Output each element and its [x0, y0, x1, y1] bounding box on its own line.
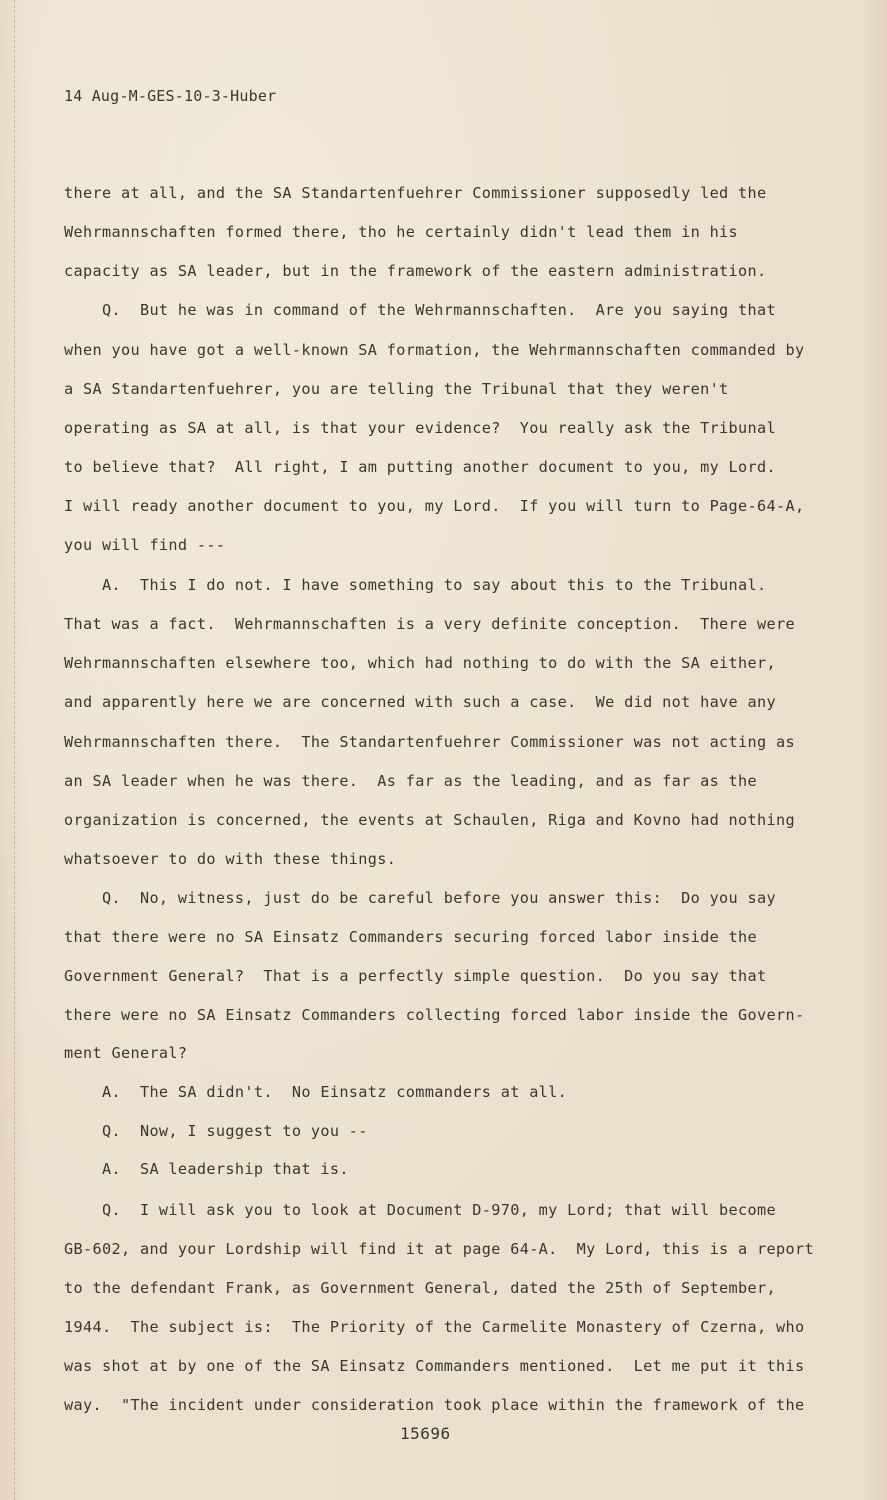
text-line: I will ready another document to you, my Lord. If you will turn to Page-64-A, — [64, 497, 805, 515]
text-line: to the defendant Frank, as Government General, dated the 25th of September, — [64, 1279, 777, 1297]
text-line: Q. I will ask you to look at Document D-970, my Lord; that will become — [64, 1201, 777, 1219]
text-line: A. SA leadership that is. — [64, 1160, 349, 1178]
document-reference: 14 Aug-M-GES-10-3-Huber — [64, 87, 277, 105]
text-line: ment General? — [64, 1044, 188, 1062]
text-line: Wehrmannschaften there. The Standartenfuehrer Commissioner was not acting as — [64, 733, 796, 751]
text-line: Q. But he was in command of the Wehrmannschaften. Are you saying that — [64, 301, 777, 319]
text-line: GB-602, and your Lordship will find it at page 64-A. My Lord, this is a report — [64, 1240, 814, 1258]
text-line: Government General? That is a perfectly simple question. Do you say that — [64, 967, 767, 985]
text-line: 1944. The subject is: The Priority of the Carmelite Monastery of Czerna, who — [64, 1318, 805, 1336]
text-line: way. "The incident under consideration took place within the framework of the — [64, 1396, 805, 1414]
text-line: Q. Now, I suggest to you -- — [64, 1122, 368, 1140]
text-line: was shot at by one of the SA Einsatz Commanders mentioned. Let me put it this — [64, 1357, 805, 1375]
text-line: whatsoever to do with these things. — [64, 850, 397, 868]
text-line: Q. No, witness, just do be careful before you answer this: Do you say — [64, 889, 777, 907]
text-line: operating as SA at all, is that your evidence? You really ask the Tribunal — [64, 419, 777, 437]
text-line: there at all, and the SA Standartenfuehrer Commissioner supposedly led the — [64, 184, 767, 202]
text-line: Wehrmannschaften formed there, tho he certainly didn't lead them in his — [64, 223, 739, 241]
text-line: Wehrmannschaften elsewhere too, which had nothing to do with the SA either, — [64, 654, 777, 672]
text-line: a SA Standartenfuehrer, you are telling the Tribunal that they weren't — [64, 380, 729, 398]
page-edge — [4, 0, 15, 1500]
text-line: organization is concerned, the events at Schaulen, Riga and Kovno had nothing — [64, 811, 796, 829]
text-line: to believe that? All right, I am putting another document to you, my Lord. — [64, 458, 777, 476]
text-line: and apparently here we are concerned with such a case. We did not have any — [64, 693, 777, 711]
text-line: A. This I do not. I have something to say about this to the Tribunal. — [64, 576, 767, 594]
text-line: A. The SA didn't. No Einsatz commanders at all. — [64, 1083, 568, 1101]
text-line: That was a fact. Wehrmannschaften is a very definite conception. There were — [64, 615, 796, 633]
text-line: capacity as SA leader, but in the framework of the eastern administration. — [64, 262, 767, 280]
text-line: you will find --- — [64, 536, 226, 554]
text-line: an SA leader when he was there. As far as the leading, and as far as the — [64, 772, 758, 790]
text-line: when you have got a well-known SA formation, the Wehrmannschaften commanded by — [64, 341, 805, 359]
text-line: there were no SA Einsatz Commanders collecting forced labor inside the Govern- — [64, 1006, 805, 1024]
page-number: 15696 — [400, 1424, 451, 1443]
text-line: that there were no SA Einsatz Commanders securing forced labor inside the — [64, 928, 758, 946]
